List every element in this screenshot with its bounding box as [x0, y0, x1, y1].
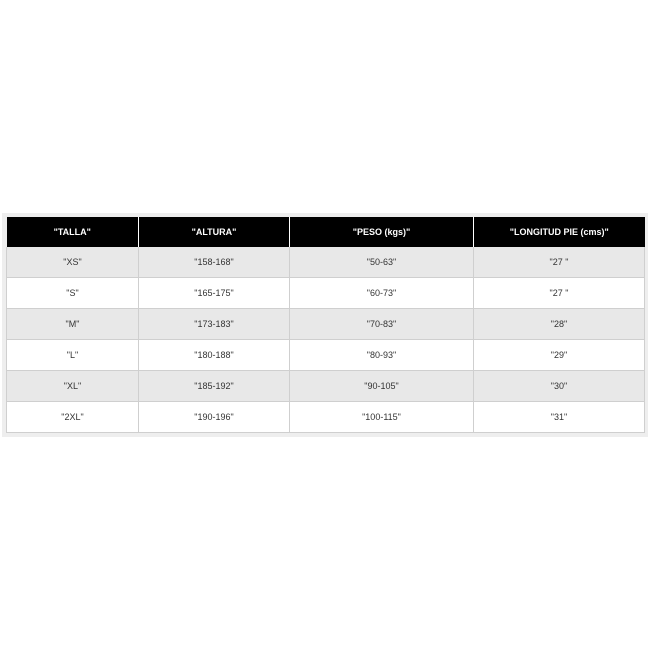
header-talla: "TALLA" — [7, 217, 139, 247]
cell-peso: "60-73" — [290, 278, 474, 309]
table-row — [7, 371, 645, 402]
cell-altura: "180-188" — [139, 340, 290, 371]
header-longitud-pie: "LONGITUD PIE (cms)" — [474, 217, 645, 247]
cell-altura: "173-183" — [139, 309, 290, 340]
header-peso: "PESO (kgs)" — [290, 217, 474, 247]
size-chart-container — [2, 213, 648, 437]
header-altura: "ALTURA" — [139, 217, 290, 247]
table-row — [7, 278, 645, 309]
cell-longitud-pie: "29" — [474, 340, 645, 371]
cell-talla: "2XL" — [7, 402, 139, 433]
cell-peso: "50-63" — [290, 247, 474, 278]
cell-altura: "185-192" — [139, 371, 290, 402]
cell-peso: "70-83" — [290, 309, 474, 340]
cell-talla: "S" — [7, 278, 139, 309]
cell-peso: "100-115" — [290, 402, 474, 433]
cell-longitud-pie: "27 " — [474, 247, 645, 278]
cell-talla: "XL" — [7, 371, 139, 402]
cell-peso: "80-93" — [290, 340, 474, 371]
table-row — [7, 340, 645, 371]
table-row — [7, 402, 645, 433]
table-row — [7, 247, 645, 278]
cell-altura: "190-196" — [139, 402, 290, 433]
cell-altura: "165-175" — [139, 278, 290, 309]
header-row — [7, 217, 645, 247]
cell-longitud-pie: "31" — [474, 402, 645, 433]
cell-longitud-pie: "30" — [474, 371, 645, 402]
size-chart-table — [6, 217, 645, 433]
cell-longitud-pie: "27 " — [474, 278, 645, 309]
cell-longitud-pie: "28" — [474, 309, 645, 340]
cell-talla: "XS" — [7, 247, 139, 278]
table-row — [7, 309, 645, 340]
cell-altura: "158-168" — [139, 247, 290, 278]
cell-talla: "L" — [7, 340, 139, 371]
cell-talla: "M" — [7, 309, 139, 340]
cell-peso: "90-105" — [290, 371, 474, 402]
